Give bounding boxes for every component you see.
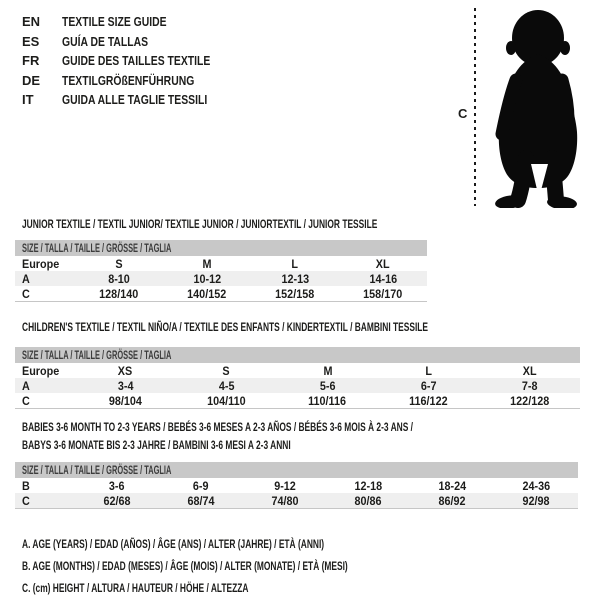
baby-silhouette	[480, 8, 598, 208]
cell: L	[425, 363, 432, 378]
lang-code: EN	[22, 14, 41, 29]
cell: M	[323, 363, 332, 378]
cell: 122/128	[509, 393, 550, 408]
cell: XL	[376, 256, 390, 271]
row-label: A	[22, 378, 30, 393]
table-row	[15, 378, 580, 393]
cell: 12-18	[354, 478, 383, 493]
lang-row-en	[22, 12, 247, 32]
cell: S	[222, 363, 231, 378]
lang-title: GUÍA DE TALLAS	[62, 33, 149, 49]
cell: 14-16	[369, 271, 397, 286]
table-row	[15, 271, 427, 286]
cell: 98/104	[108, 393, 143, 408]
cell: M	[202, 256, 212, 271]
section-title-babies: BABIES 3-6 MONTH TO 2-3 YEARS / BEBÉS 3-6 MESES A 2-3 AÑOS / BÉBÉS 3-6 MOIS À 2-3 ANS / BABYS 3-6 MONATE BIS 2-3 JAHRE / BAMBINI 3-6 MESI A 2-3 ANNI	[22, 420, 414, 452]
cell: XS	[118, 363, 133, 378]
lang-row-es	[22, 32, 247, 52]
lang-title: TEXTILE SIZE GUIDE	[62, 14, 167, 29]
cell: 86/92	[438, 493, 466, 508]
cell: 4-5	[218, 378, 235, 393]
table-row	[15, 256, 427, 271]
row-label: Europe	[22, 256, 60, 271]
lang-code: IT	[22, 92, 34, 107]
lang-code: ES	[22, 33, 40, 49]
lang-row-fr	[22, 51, 247, 71]
cell: 152/158	[275, 286, 315, 301]
row-label: C	[22, 286, 30, 301]
cell: 10-12	[193, 271, 221, 286]
cell: XL	[522, 363, 537, 378]
cell: 5-6	[319, 378, 336, 393]
cell: 116/122	[409, 393, 448, 408]
cell: 74/80	[271, 493, 299, 508]
table-row	[15, 478, 578, 493]
lang-code: DE	[22, 72, 41, 88]
size-header-bar: SIZE / TALLA / TAILLE / GRÖSSE / TAGLIA	[15, 240, 427, 256]
measurement-figure	[452, 6, 600, 208]
cell: S	[115, 256, 123, 271]
language-title-list	[22, 12, 247, 110]
section-title-children: CHILDREN'S TEXTILE / TEXTIL NIÑO/A / TEXTILE DES ENFANTS / KINDERTEXTIL / BAMBINI TESSILE	[22, 320, 429, 334]
row-label: A	[22, 271, 30, 286]
children-size-table	[15, 347, 580, 409]
cell: 24-36	[522, 478, 550, 493]
size-header-bar: SIZE / TALLA / TAILLE / GRÖSSE / TAGLIA	[15, 462, 578, 478]
lang-title: GUIDA ALLE TAGLIE TESSILI	[62, 92, 208, 107]
lang-row-de	[22, 71, 247, 91]
lang-code: FR	[22, 53, 40, 68]
babies-size-table	[15, 462, 578, 509]
cell: 3-4	[117, 378, 134, 393]
table-row	[15, 363, 580, 378]
section-title-junior: JUNIOR TEXTILE / TEXTIL JUNIOR/ TEXTILE JUNIOR / JUNIORTEXTIL / JUNIOR TESSILE	[22, 217, 378, 231]
footnote-c: C. (cm) HEIGHT / ALTURA / HAUTEUR / HÖHE / ALTEZZA	[22, 581, 249, 595]
cell: 18-24	[438, 478, 467, 493]
cell: 6-7	[420, 378, 437, 393]
table-row	[15, 286, 427, 301]
cell: 6-9	[192, 478, 209, 493]
cell: 7-8	[521, 378, 538, 393]
footnotes	[22, 533, 487, 599]
height-measure-label: C	[458, 106, 468, 121]
row-label: B	[22, 478, 30, 493]
cell: 92/98	[522, 493, 550, 508]
cell: 8-10	[108, 271, 130, 286]
size-header-bar: SIZE / TALLA / TAILLE / GRÖSSE / TAGLIA	[15, 347, 580, 363]
row-label: C	[22, 493, 30, 508]
cell: 12-13	[281, 271, 309, 286]
cell: 104/110	[207, 393, 246, 408]
lang-title: GUIDE DES TAILLES TEXTILE	[62, 53, 211, 68]
cell: 110/116	[308, 393, 347, 408]
row-label: C	[22, 393, 30, 408]
row-label: Europe	[22, 363, 60, 378]
cell: 158/170	[363, 286, 403, 301]
footnote-a: A. AGE (YEARS) / EDAD (AÑOS) / ÂGE (ANS) / ALTER (JAHRE) / ETÀ (ANNI)	[22, 537, 325, 551]
height-dashed-line	[474, 8, 476, 206]
cell: 68/74	[187, 493, 215, 508]
cell: 80/86	[354, 493, 382, 508]
footnote-b: B. AGE (MONTHS) / EDAD (MESES) / ÂGE (MOIS) / ALTER (MONATE) / ETÀ (MESI)	[22, 559, 348, 573]
lang-row-it	[22, 90, 247, 110]
lang-title: TEXTILGRÖßENFÜHRUNG	[62, 72, 195, 88]
table-row	[15, 393, 580, 408]
junior-size-table	[15, 240, 427, 302]
cell: L	[291, 256, 299, 271]
cell: 62/68	[103, 493, 131, 508]
cell: 128/140	[99, 286, 139, 301]
cell: 140/152	[187, 286, 227, 301]
cell: 3-6	[109, 478, 125, 493]
cell: 9-12	[273, 478, 296, 493]
table-row	[15, 493, 578, 508]
